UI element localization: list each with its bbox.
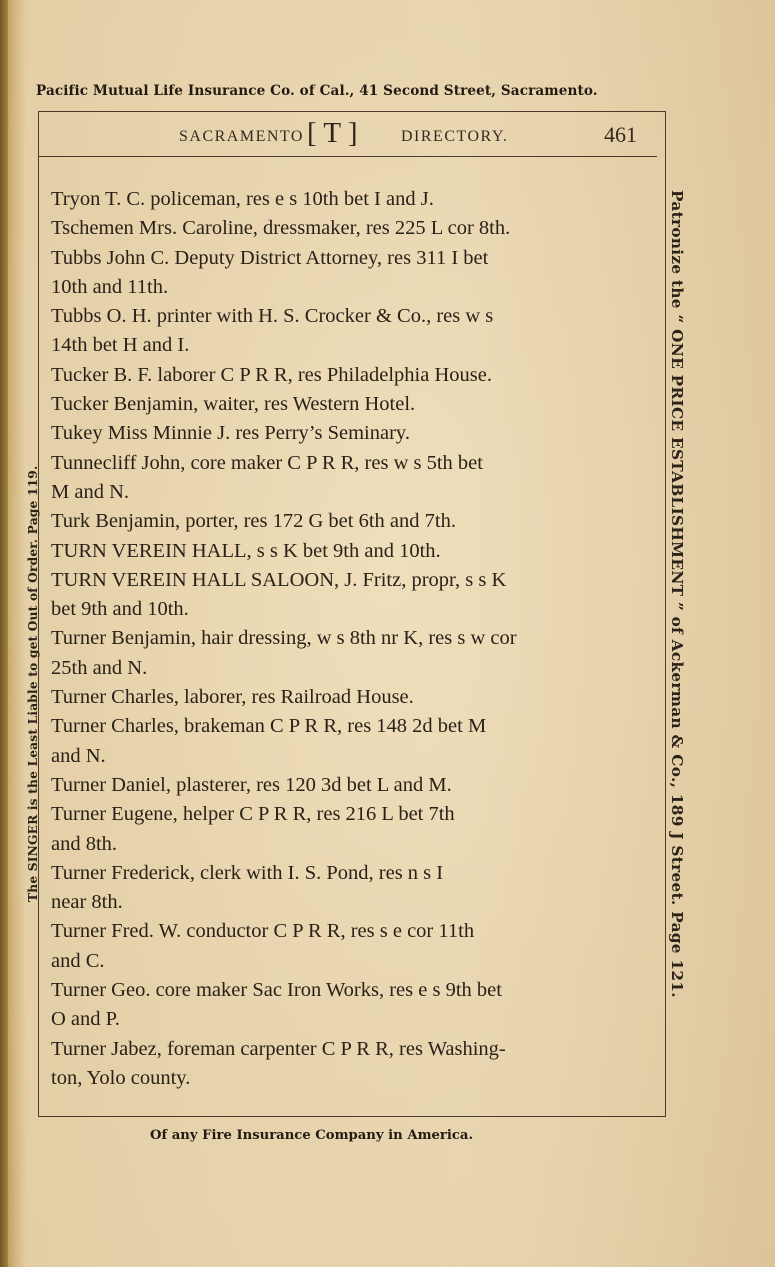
directory-entry [51, 419, 647, 448]
top-advertisement: Pacific Mutual Life Insurance Co. of Cal., 41 Second Street, Sacramento. [36, 83, 598, 99]
entry-line: Tukey Miss Minnie J. res Perry’s Seminary. [51, 422, 410, 445]
directory-entry [51, 917, 647, 976]
directory-entry [51, 566, 647, 625]
directory-entry [51, 302, 647, 361]
header-directory: DIRECTORY. [401, 128, 509, 145]
entry-continuation-line: O and P. [51, 1008, 120, 1031]
entry-continuation-line: and 8th. [51, 832, 118, 855]
directory-entry [51, 361, 647, 390]
entry-continuation-line: 25th and N. [51, 656, 148, 679]
directory-entry [51, 507, 647, 536]
entry-line: Turner Charles, laborer, res Railroad House. [51, 686, 414, 709]
entry-continuation-line: and C. [51, 949, 105, 972]
directory-entries [51, 185, 647, 1093]
entry-continuation-line: and N. [51, 744, 106, 767]
entry-line: Turner Frederick, clerk with I. S. Pond, res n s I [51, 861, 444, 884]
entry-line: Tucker Benjamin, waiter, res Western Hotel. [51, 393, 416, 416]
directory-entry [51, 859, 647, 918]
entry-line: Tubbs John C. Deputy District Attorney, res 311 I bet [51, 246, 489, 269]
directory-entry [51, 800, 647, 859]
entry-line: TURN VEREIN HALL, s s K bet 9th and 10th. [51, 539, 441, 562]
page-frame [38, 111, 666, 1117]
entry-line: Turner Daniel, plasterer, res 120 3d bet L and M. [51, 773, 452, 796]
entry-continuation-line: near 8th. [51, 891, 123, 914]
entry-continuation-line: ton, Yolo county. [51, 1066, 191, 1089]
entry-continuation-line: M and N. [51, 480, 130, 503]
entry-line: Turner Eugene, helper C P R R, res 216 L bet 7th [51, 803, 455, 826]
entry-line: Turner Fred. W. conductor C P R R, res s e cor 11th [51, 920, 475, 943]
entry-line: Tunnecliff John, core maker C P R R, res w s 5th bet [51, 451, 483, 474]
directory-entry [51, 624, 647, 683]
header-section-letter: [ T ] [307, 117, 358, 149]
directory-entry [51, 1035, 647, 1094]
directory-entry [51, 976, 647, 1035]
entry-line: Tubbs O. H. printer with H. S. Crocker & Co., res w s [51, 305, 494, 328]
directory-entry [51, 390, 647, 419]
directory-entry [51, 537, 647, 566]
left-side-ad-text: The SINGER is the Least Liable to get Out of Order. Page 119. [26, 465, 40, 902]
directory-entry [51, 712, 647, 771]
header-city: SACRAMENTO [179, 128, 304, 145]
directory-entry [51, 771, 647, 800]
entry-continuation-line: 14th bet H and I. [51, 334, 190, 357]
directory-entry [51, 449, 647, 508]
entry-continuation-line: 10th and 11th. [51, 275, 169, 298]
entry-line: Tryon T. C. policeman, res e s 10th bet I and J. [51, 188, 434, 210]
directory-entry [51, 683, 647, 712]
left-margin-advertisement [26, 330, 43, 910]
running-header [39, 117, 665, 150]
entry-line: Turner Jabez, foreman carpenter C P R R, res Washing- [51, 1037, 506, 1060]
entry-continuation-line: bet 9th and 10th. [51, 598, 189, 621]
entry-line: Tschemen Mrs. Caroline, dressmaker, res 225 L cor 8th. [51, 217, 511, 240]
directory-entry [51, 244, 647, 303]
entry-line: Turner Geo. core maker Sac Iron Works, res e s 9th bet [51, 979, 502, 1002]
header-rule [39, 156, 657, 157]
page-edge [0, 0, 8, 1267]
entry-line: TURN VEREIN HALL SALOON, J. Fritz, propr, s s K [51, 568, 507, 591]
entry-line: Turk Benjamin, porter, res 172 G bet 6th and 7th. [51, 510, 456, 533]
page-number: 461 [604, 122, 637, 147]
right-side-ad-text: Patronize the “ ONE PRICE ESTABLISHMENT ” of Ackerman & Co., 189 J Street. Page 121. [668, 190, 686, 998]
bottom-advertisement: Of any Fire Insurance Company in America. [150, 1128, 474, 1143]
entry-line: Tucker B. F. laborer C P R R, res Philadelphia House. [51, 363, 492, 386]
entry-line: Turner Charles, brakeman C P R R, res 148 2d bet M [51, 715, 487, 738]
right-margin-advertisement [664, 190, 694, 1030]
entry-line: Turner Benjamin, hair dressing, w s 8th nr K, res s w cor [51, 627, 517, 650]
directory-entry [51, 185, 647, 214]
directory-entry [51, 214, 647, 243]
